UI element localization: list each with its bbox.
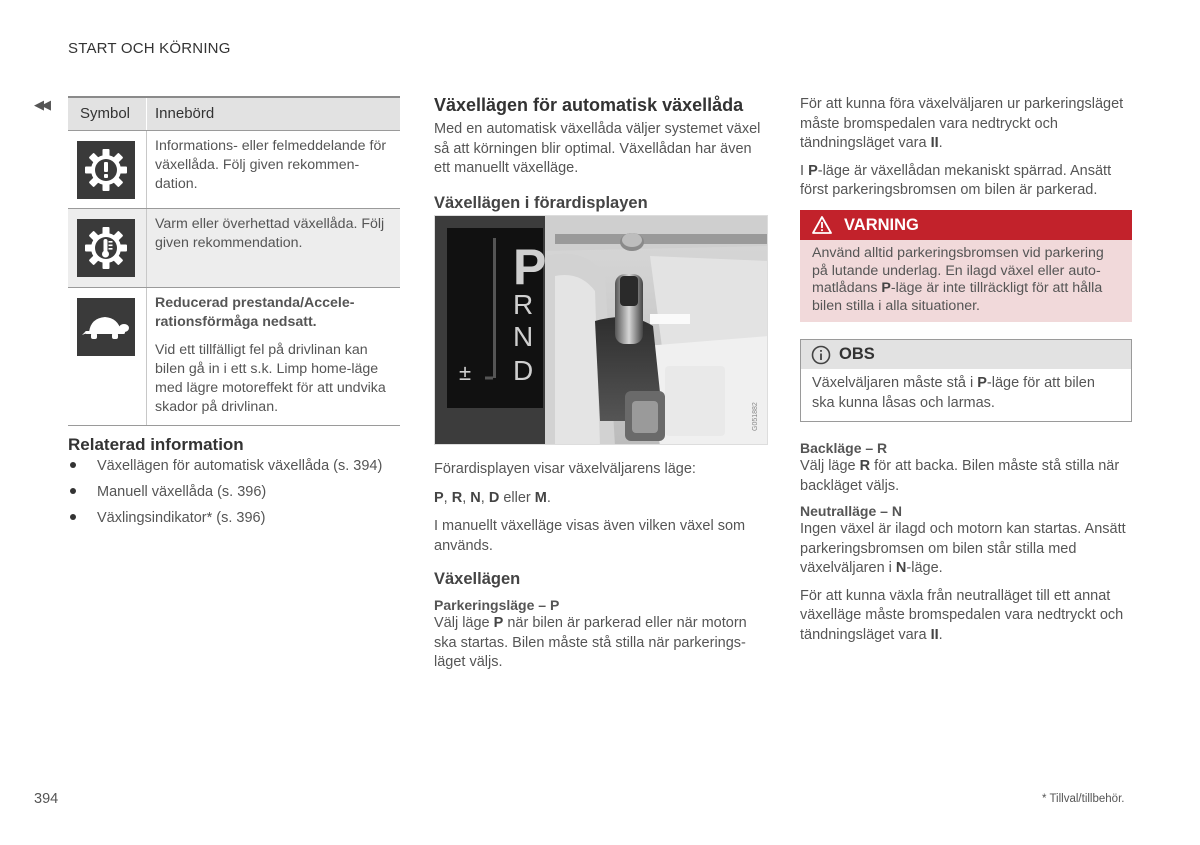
related-info-list [68,456,382,534]
related-link[interactable]: Växlingsindikator* (s. 396) [68,508,382,534]
row-description: Vid ett tillfälligt fel på drivlinan kan bilen gå in i ett s.k. Limp home-läge med lägre motoreffekt för att undvika skador på drivlinan. [155,342,386,415]
table-header [68,98,400,131]
intro-text: Med en automatisk växellåda väljer systemet växel så att körningen blir optimal. Växellådan har även ett manuellt växelläge. [434,121,761,176]
related-link[interactable]: Växellägen för automatisk växellåda (s. 394) [68,456,382,482]
neutral-title: Neutralläge – N [800,503,902,519]
related-link[interactable]: Manuell växellåda (s. 396) [68,482,382,508]
row-title: Reducerad prestanda/Accelerationsförmåga nedsatt. [155,295,355,330]
column-header-symbol: Symbol [80,105,131,122]
footnote: * Tillval/tillbehör. [1042,793,1125,805]
reverse-text: Välj läge R för att backa. Bilen måste stå stilla när backläget väljs. [800,458,1120,494]
page-number: 394 [34,791,59,807]
display-caption: Förardisplayen visar växelväljarens läge: [434,461,696,477]
row-description: Informations- eller felmeddelande för växellåda. Följ given rekommendation. [146,131,400,208]
park-text: Välj läge P när bilen är parkerad eller när motorn ska startas. Bilen måste stå stilla när parkeringsläget väljs. [434,615,747,670]
symbol-table [68,96,400,426]
display-letter-r: R [513,289,534,320]
warning-triangle-icon [812,216,832,234]
related-info-title: Relaterad information [68,435,244,454]
positions-list: P, R, N, D eller M. [434,489,551,506]
turtle-icon [77,298,135,356]
column-header-meaning: Innebörd [146,98,400,130]
section-gear-positions [434,94,770,213]
neutral-exit-text: För att kunna föra växelväljaren ur parkeringsläget måste bromspedalen vara nedtryckt och tändningsläget vara II. [800,96,1124,151]
park-title: Parkeringsläge – P [434,597,560,613]
display-letter-n: N [513,321,534,352]
table-row [68,209,400,288]
note-box [800,339,1132,422]
display-letter-p: P [513,239,547,295]
section-title: Växellägen för automatisk växellåda [434,95,744,115]
warning-box [800,210,1132,322]
info-icon [811,345,831,365]
gear-temperature-icon [77,219,135,277]
manual-mode-symbol: ± [459,360,472,385]
note-label: OBS [839,345,875,363]
park-lock-text: I P-läge är växellådan mekaniskt spärrad. Ansätt först parkeringsbromsen om bilen är parkerad. [800,162,1112,198]
warning-text: Använd alltid parkeringsbromsen vid parkering på lutande underlag. En ilagd växel eller automatlådans P-läge är inte tillräckligt för att hålla bilen stilla i alla situationer. [812,245,1104,314]
table-row [68,288,400,426]
subtitle-modes: Växellägen [434,570,521,588]
reverse-title: Backläge – R [800,440,888,456]
image-code: G051882 [752,402,759,431]
table-row [68,131,400,209]
warning-label: VARNING [844,215,919,234]
neutral-shift-text: För att kunna växla från neutralläget till ett annat växelläge måste bromspedalen vara nedtryckt och tändningsläget vara II. [800,587,1124,643]
gear-selector-photo [434,215,768,445]
neutral-text: Ingen växel är ilagd och motorn kan startas. Ansätt parkeringsbromsen om bilen står stilla med växelväljaren i N-läge. [800,521,1126,576]
subtitle-display: Växellägen i förardisplayen [434,193,648,212]
row-description: Varm eller överhettad växellåda. Följ given rekommendation. [146,209,400,287]
page-header: START OCH KÖRNING [68,40,231,57]
manual-mode-text: I manuellt växelläge visas även vilken växel som används. [434,518,746,554]
previous-page-icon[interactable]: ◀◀ [34,97,48,112]
gear-warning-icon [77,141,135,199]
display-letter-d: D [513,355,534,386]
note-text: Växelväljaren måste stå i P-läge för att bilen ska kunna låsas och larmas. [812,375,1095,411]
